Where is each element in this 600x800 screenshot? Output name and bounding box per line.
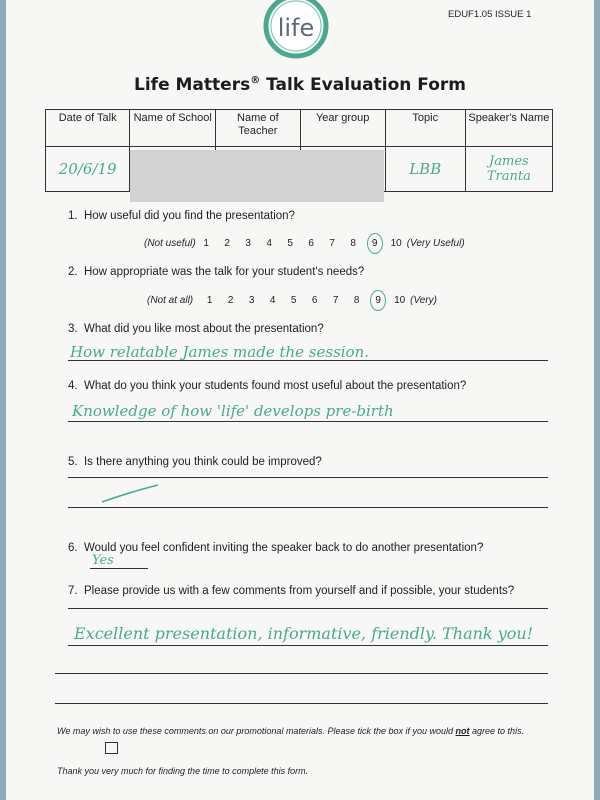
- header-teacher: Name of Teacher: [216, 110, 300, 147]
- speaker-value[interactable]: James Tranta: [465, 147, 552, 192]
- answer-7-line-4: [55, 703, 548, 704]
- scale1-option-10[interactable]: 10: [390, 238, 402, 249]
- scale1-high-label: (Very Useful): [406, 238, 465, 249]
- answer-6[interactable]: Yes: [92, 553, 114, 568]
- answer-7-line-2: [68, 645, 548, 646]
- answer-7-line-3: [55, 673, 548, 674]
- question-7: [68, 585, 514, 597]
- question-7-number: 7.: [68, 585, 78, 597]
- question-4: [68, 380, 466, 392]
- table-header-row: [46, 110, 553, 147]
- question-1-text: How useful did you find the presentation?: [83, 210, 295, 222]
- question-2: [68, 266, 364, 278]
- question-1-number: 1.: [68, 210, 78, 222]
- answer-4-line: [68, 421, 548, 422]
- scale2-option-8[interactable]: 8: [353, 295, 360, 306]
- answer-7-line-1: [68, 608, 548, 609]
- question-7-text: Please provide us with a few comments from yourself and if possible, your students?: [83, 585, 515, 597]
- scale1-option-8[interactable]: 8: [350, 238, 356, 249]
- scale1-option-2[interactable]: 2: [224, 238, 230, 249]
- scale1-option-1[interactable]: 1: [203, 238, 209, 249]
- redaction-box: [130, 150, 384, 202]
- thank-you-note: Thank you very much for finding the time to complete this form.: [57, 766, 309, 776]
- question-6-text: Would you feel confident inviting the speaker back to do another presentation?: [83, 542, 484, 554]
- scale2-option-3[interactable]: 3: [248, 295, 255, 306]
- scale2-option-2[interactable]: 2: [227, 295, 234, 306]
- promo-consent-note: [57, 723, 557, 755]
- scale2-option-10[interactable]: 10: [394, 295, 406, 306]
- answer-5-dash-mark: [100, 482, 162, 506]
- question-3-text: What did you like most about the presentation?: [83, 323, 324, 335]
- date-value[interactable]: 20/6/19: [46, 147, 130, 192]
- scale2-option-6[interactable]: 6: [311, 295, 318, 306]
- scale1-option-9[interactable]: 9: [367, 233, 383, 254]
- logo-ring-icon: [258, 0, 334, 62]
- scale2-low-label: (Not at all): [147, 295, 194, 306]
- scale2-option-4[interactable]: 4: [269, 295, 276, 306]
- question-2-number: 2.: [68, 266, 78, 278]
- header-date: Date of Talk: [46, 110, 130, 147]
- consent-checkbox[interactable]: [105, 742, 118, 754]
- header-school: Name of School: [130, 110, 216, 147]
- scale1-option-5[interactable]: 5: [287, 238, 293, 249]
- scale2-option-7[interactable]: 7: [332, 295, 339, 306]
- scale1-low-label: (Not useful): [144, 238, 196, 249]
- question-5-text: Is there anything you think could be improved?: [83, 456, 322, 468]
- header-speaker: Speaker's Name: [465, 110, 552, 147]
- answer-5-line-1: [68, 477, 548, 478]
- scale2-option-9[interactable]: 9: [370, 290, 386, 311]
- question-6: [68, 542, 483, 554]
- question-5: [68, 456, 322, 468]
- question-2-text: How appropriate was the talk for your student's needs?: [83, 266, 365, 278]
- question-5-number: 5.: [68, 456, 78, 468]
- consent-text-before: We may wish to use these comments on our promotional materials. Please tick the box if you would: [57, 726, 456, 736]
- scale2-high-label: (Very): [410, 295, 437, 306]
- question-4-text: What do you think your students found most useful about the presentation?: [83, 380, 467, 392]
- scale1-option-3[interactable]: 3: [245, 238, 251, 249]
- question-3: [68, 323, 324, 335]
- question-4-number: 4.: [68, 380, 78, 392]
- answer-5-line-2: [68, 507, 548, 508]
- consent-text-after: agree to this.: [469, 726, 525, 736]
- appropriateness-scale: [147, 290, 437, 311]
- topic-value[interactable]: LBB: [385, 147, 465, 192]
- header-topic: Topic: [385, 110, 465, 147]
- question-3-number: 3.: [68, 323, 78, 335]
- title-suffix: Talk Evaluation Form: [260, 75, 466, 95]
- life-logo: [258, 0, 334, 58]
- consent-text-bold: not: [455, 726, 470, 736]
- scale2-option-1[interactable]: 1: [206, 295, 213, 306]
- scale1-option-6[interactable]: 6: [308, 238, 314, 249]
- registered-mark: ®: [250, 75, 261, 86]
- title-main: Life Matters: [134, 75, 251, 95]
- scale1-option-7[interactable]: 7: [329, 238, 335, 249]
- form-title: [0, 75, 600, 95]
- header-year-group: Year group: [300, 110, 385, 147]
- usefulness-scale: [144, 233, 465, 254]
- logo-text: life: [277, 14, 315, 42]
- scan-edge-left: [0, 0, 6, 800]
- document-code: EDUF1.05 ISSUE 1: [448, 9, 532, 20]
- answer-3-line: [68, 360, 548, 361]
- scan-edge-right: [594, 0, 600, 800]
- question-6-number: 6.: [68, 542, 78, 554]
- answer-6-line: [90, 568, 148, 569]
- scale2-option-5[interactable]: 5: [290, 295, 297, 306]
- question-1: [68, 210, 295, 222]
- answer-3[interactable]: How relatable James made the session.: [70, 343, 370, 361]
- scale1-option-4[interactable]: 4: [266, 238, 272, 249]
- answer-4[interactable]: Knowledge of how 'life' develops pre-birth: [72, 402, 394, 420]
- answer-7[interactable]: Excellent presentation, informative, friendly. Thank you!: [74, 624, 534, 643]
